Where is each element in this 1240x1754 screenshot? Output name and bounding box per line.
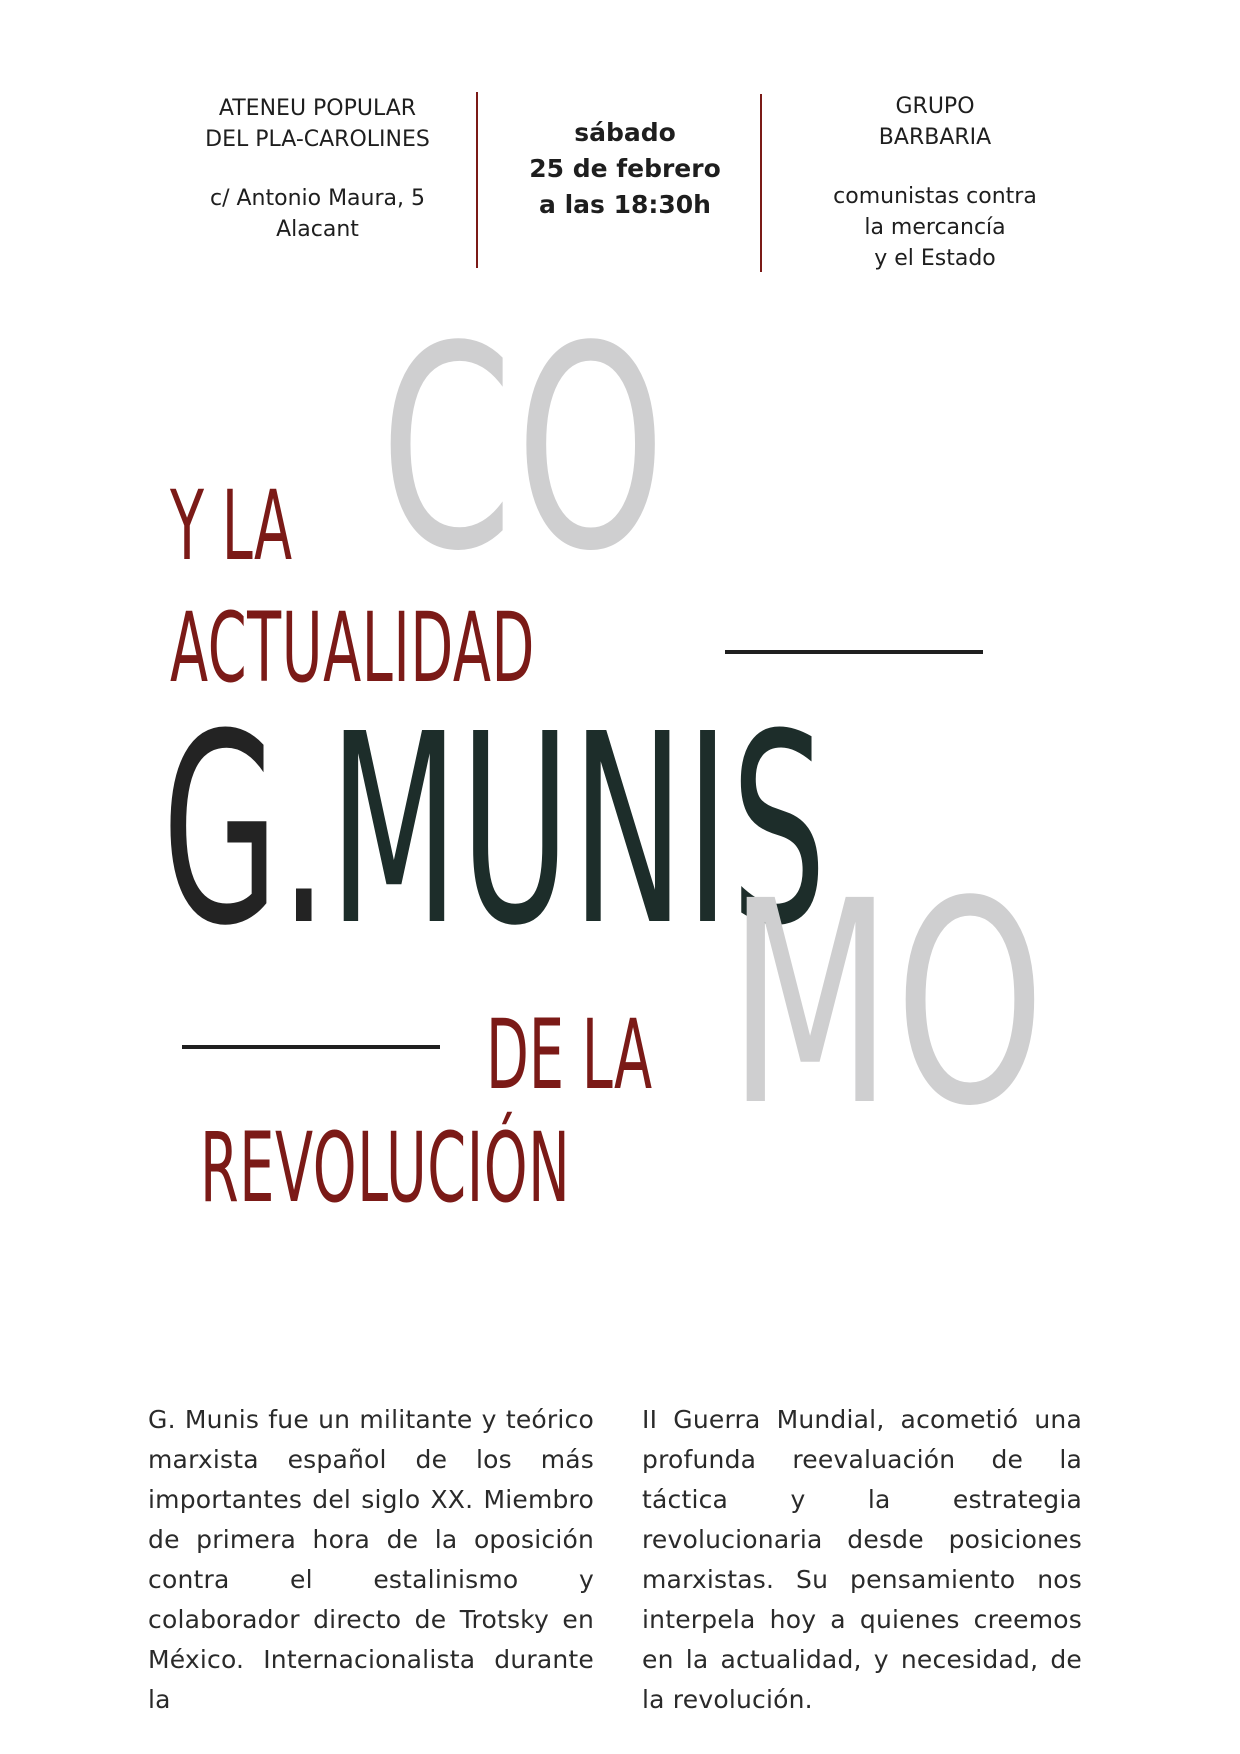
organizer-info: [790, 91, 1080, 274]
event-date: 25 de febrero: [529, 154, 721, 183]
venue-name-line2: DEL PLA-CAROLINES: [205, 127, 430, 152]
venue-address-street: c/ Antonio Maura, 5: [209, 186, 425, 211]
title-y-la: Y LA: [170, 470, 293, 582]
title-rule-top: [725, 650, 983, 654]
organizer-name-line1: GRUPO: [895, 94, 975, 119]
body-text-left: G. Munis fue un militante y teórico marxista español de los más importantes del siglo XX. Miembro de primera hora de la oposición contra el estalinismo y colaborador directo de Trotsky en México. Internacionalista durante la: [148, 1405, 594, 1714]
header-divider-right: [760, 94, 762, 272]
header-divider-left: [476, 92, 478, 268]
title-munis: MUNIS: [328, 678, 828, 983]
title-rule-bottom: [182, 1045, 440, 1049]
organizer-tagline-line2: la mercancía: [864, 215, 1006, 240]
event-datetime: [500, 115, 750, 223]
venue-name-line1: ATENEU POPULAR: [218, 96, 417, 121]
title-mo: MO: [728, 842, 1048, 1168]
title-actualidad: ACTUALIDAD: [170, 592, 535, 704]
title-co: CO: [380, 287, 669, 613]
title-de-la: DE LA: [486, 999, 653, 1111]
title-revolucion: REVOLUCIÓN: [200, 1112, 571, 1224]
venue-info: [170, 93, 465, 245]
title-g-prefix: G.: [162, 678, 329, 983]
organizer-tagline-line3: y el Estado: [874, 246, 996, 271]
venue-address-city: Alacant: [276, 217, 359, 242]
event-day: sábado: [574, 118, 676, 147]
organizer-name-line2: BARBARIA: [878, 125, 992, 150]
organizer-tagline-line1: comunistas contra: [833, 184, 1037, 209]
event-time: a las 18:30h: [539, 190, 711, 219]
body-text-right: II Guerra Mundial, acometió una profunda reevaluación de la táctica y la estrategia revolucionaria desde posiciones marxistas. Su pensamiento nos interpela hoy a quienes creemos en la actualidad, y necesidad, de la revolución.: [642, 1405, 1082, 1714]
